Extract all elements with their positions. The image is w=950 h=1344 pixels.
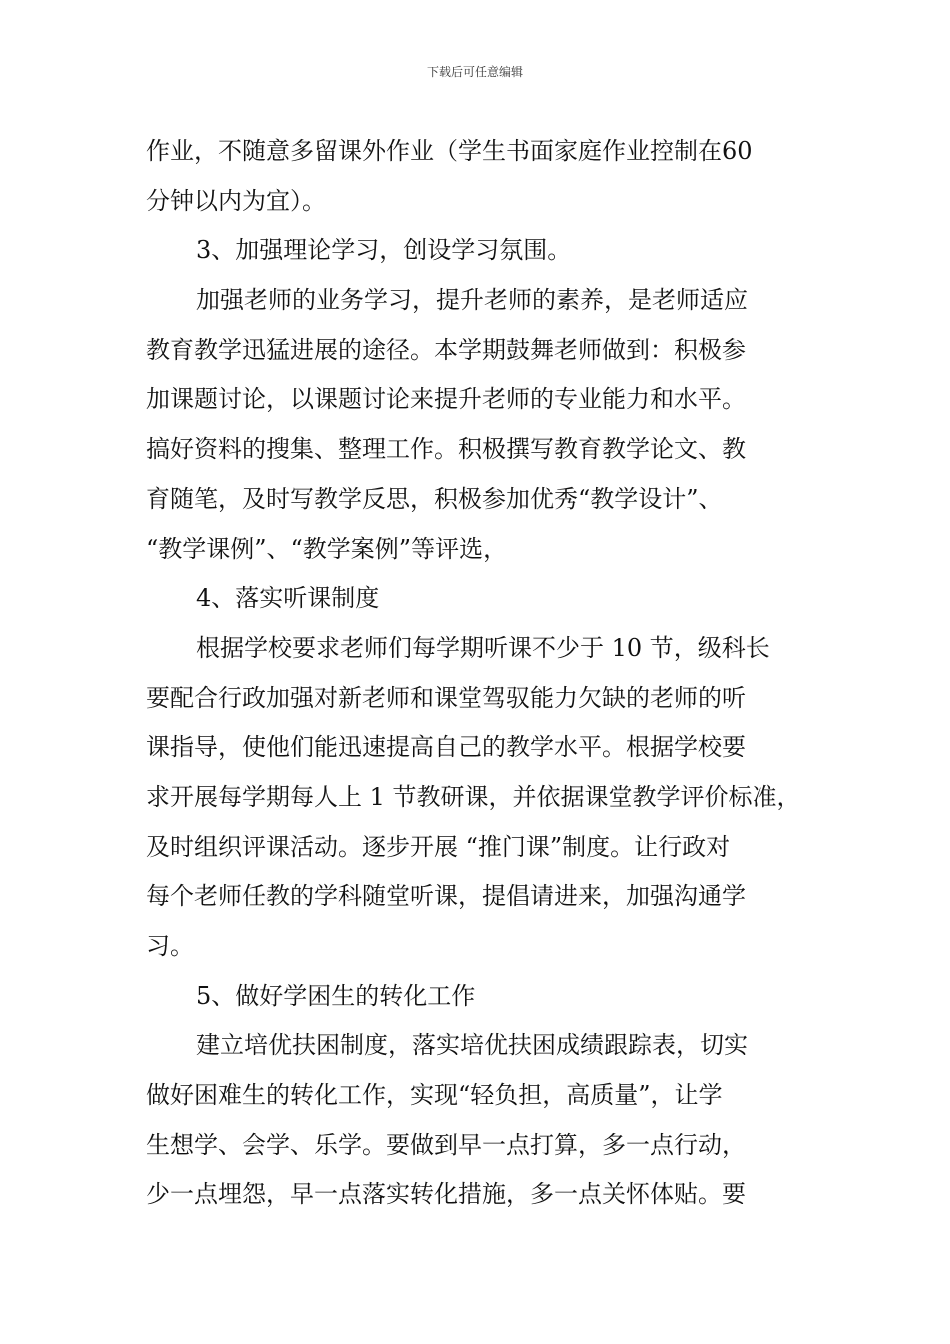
body-line: 求开展每学期每人上 1 节教研课，并依据课堂教学评价标准， (146, 782, 801, 811)
page-header-note: 下载后可任意编辑 (426, 65, 523, 79)
body-line: 建立培优扶困制度，落实培优扶困成绩跟踪表，切实 (196, 1031, 748, 1060)
section-heading-5: 5、做好学困生的转化工作 (196, 981, 476, 1010)
document-body (146, 127, 818, 1220)
body-line: 做好困难生的转化工作，实现“轻负担，高质量”，让学 (146, 1081, 723, 1110)
body-line: 少一点埋怨，早一点落实转化措施，多一点关怀体贴。要 (146, 1180, 746, 1209)
body-line: 教育教学迅猛进展的途径。本学期鼓舞老师做到：积极参 (146, 335, 746, 364)
body-line: “教学课例”、“教学案例”等评选， (146, 534, 508, 563)
body-line: 育随笔，及时写教学反思，积极参加优秀“教学设计”、 (146, 484, 723, 513)
body-line: 作业，不随意多留课外作业（学生书面家庭作业控制在60 (146, 137, 753, 165)
body-line: 生想学、会学、乐学。要做到早一点打算，多一点行动， (146, 1130, 746, 1159)
body-line: 课指导，使他们能迅速提高自己的教学水平。根据学校要 (146, 733, 746, 762)
body-line: 每个老师任教的学科随堂听课，提倡请进来，加强沟通学 (146, 882, 746, 911)
body-line: 分钟以内为宜）。 (146, 186, 326, 215)
body-line: 加强老师的业务学习，提升老师的素养，是老师适应 (196, 286, 748, 315)
body-line: 加课题讨论，以课题讨论来提升老师的专业能力和水平。 (146, 385, 746, 414)
section-heading-3: 3、加强理论学习，创设学习氛围。 (196, 236, 572, 265)
body-line: 根据学校要求老师们每学期听课不少于 10 节，级科长 (196, 633, 770, 662)
body-line: 要配合行政加强对新老师和课堂驾驭能力欠缺的老师的听 (146, 683, 746, 712)
section-heading-4: 4、落实听课制度 (196, 584, 380, 613)
body-line: 习。 (146, 932, 194, 960)
body-line: 及时组织评课活动。逐步开展 “推门课”制度。让行政对 (146, 832, 731, 861)
body-line: 搞好资料的搜集、整理工作。积极撰写教育教学论文、教 (146, 435, 746, 464)
